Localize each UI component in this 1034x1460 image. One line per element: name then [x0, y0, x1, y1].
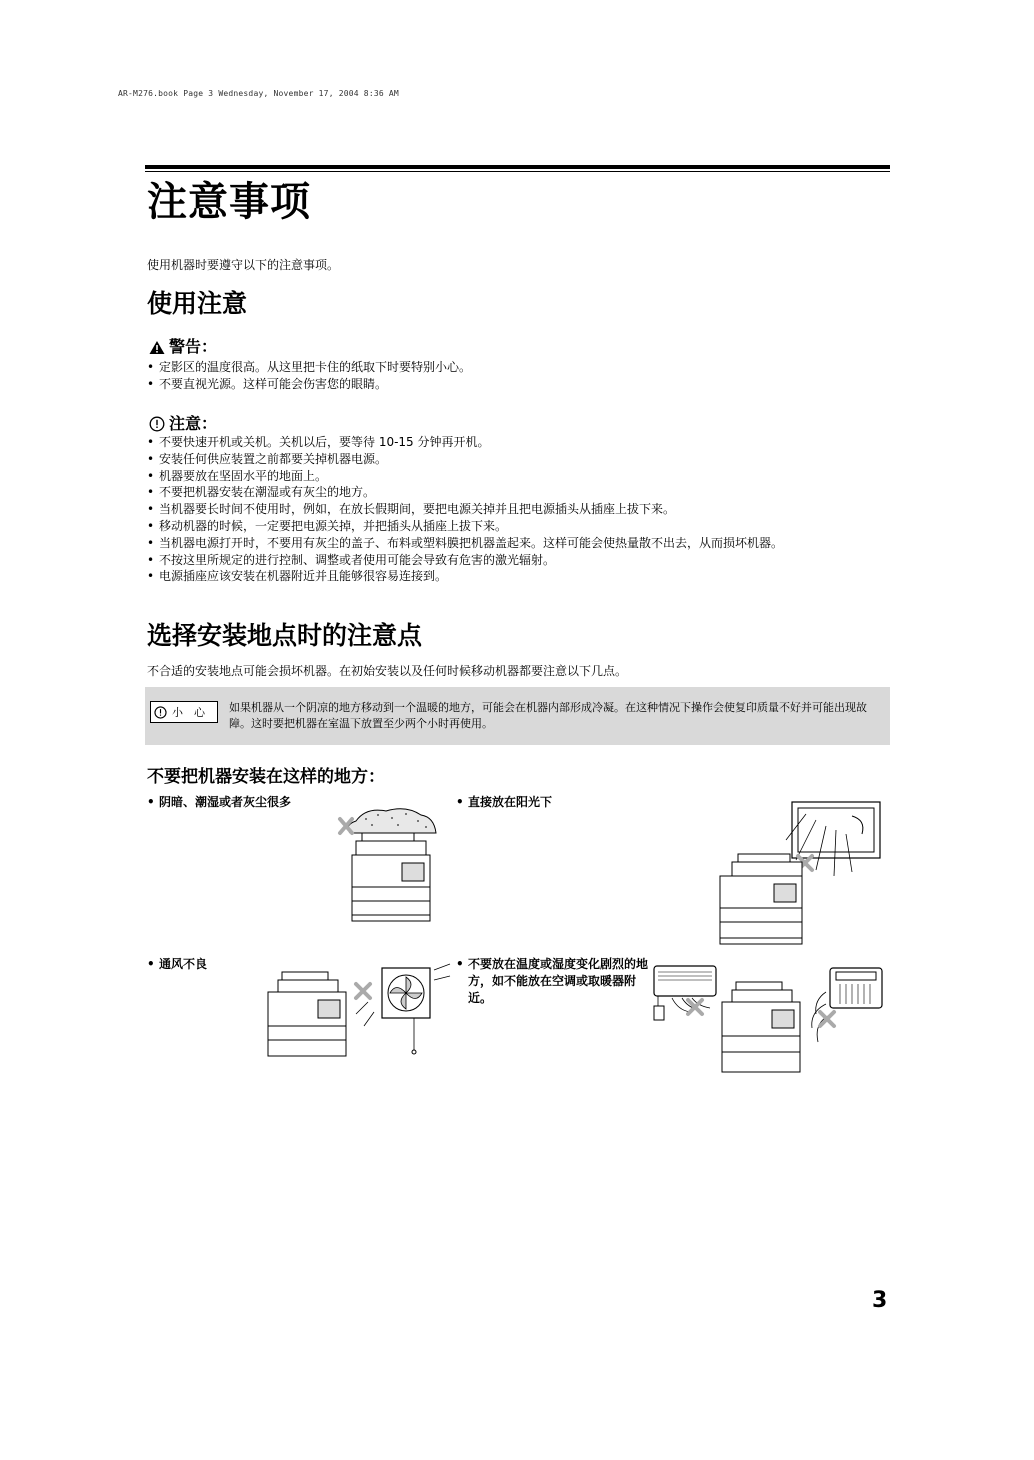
caution-circle-icon	[154, 706, 167, 719]
caution-item: • 机器要放在坚固水平的地面上。	[147, 468, 892, 485]
place-dusty: • 阴暗、潮湿或者灰尘很多	[147, 794, 324, 811]
caution-item: • 当机器要长时间不使用时，例如，在放长假期间，要把电源关掉并且把电源插头从插座上拔下来。	[147, 501, 892, 518]
place-poor-ventilation: • 通风不良	[147, 956, 249, 973]
caution-item: • 当机器电源打开时，不要用有灰尘的盖子、布料或塑料膜把机器盖起来。这样可能会使热量散不出去，从而损坏机器。	[147, 535, 892, 552]
caution-item: • 安装任何供应装置之前都要关掉机器电源。	[147, 451, 892, 468]
caution-item: • 不要快速开机或关机。关机以后，要等待 10-15 分钟再开机。	[147, 434, 892, 451]
illustration-sunlight-copier	[716, 800, 884, 946]
warning-item: • 不要直视光源。这样可能会伤害您的眼睛。	[147, 376, 892, 393]
section-usage-title: 使用注意	[147, 289, 248, 318]
illustration-temperature-copier	[650, 962, 888, 1080]
title-rule-thick	[145, 165, 890, 169]
note-text: 如果机器从一个阴凉的地方移动到一个温暖的地方，可能会在机器内部形成冷凝。在这种情况下操作会使复印质量不好并可能出现故障。这时要把机器在室温下放置至少两个小时再使用。	[229, 701, 867, 730]
places-title: 不要把机器安装在这样的地方：	[147, 767, 385, 787]
caution-list	[147, 434, 892, 585]
caution-item: • 移动机器的时候，一定要把电源关掉，并把插头从插座上拔下来。	[147, 518, 892, 535]
warning-label-text: 警告：	[169, 337, 218, 356]
location-intro: 不合适的安装地点可能会损坏机器。在初始安装以及任何时候移动机器都要注意以下几点。	[147, 664, 628, 678]
print-header: AR-M276.book Page 3 Wednesday, November 17, 2004 8:36 AM	[118, 89, 399, 98]
caution-item: • 不按这里所规定的进行控制、调整或者使用可能会导致有危害的激光辐射。	[147, 552, 892, 569]
place-sunlight: • 直接放在阳光下	[456, 794, 638, 811]
illustration-ventilation-copier	[264, 962, 454, 1062]
warning-label	[149, 337, 217, 357]
place-temperature-change: • 不要放在温度或湿度变化剧烈的地方，如不能放在空调或取暖器附近。	[456, 956, 648, 1007]
section-location-title: 选择安装地点时的注意点	[147, 621, 423, 650]
illustration-dusty-copier	[336, 803, 444, 923]
page-number: 3	[872, 1288, 888, 1313]
title-rule-thin	[145, 171, 890, 172]
caution-label-text: 注意：	[169, 414, 218, 433]
page-title: 注意事项	[147, 179, 311, 225]
note-badge-text: 小 心	[172, 706, 205, 719]
caution-item: • 电源插座应该安装在机器附近并且能够很容易连接到。	[147, 568, 892, 585]
caution-label	[149, 414, 217, 434]
note-badge	[150, 701, 218, 723]
note-box	[145, 687, 890, 745]
warning-list	[147, 359, 892, 393]
page-intro: 使用机器时要遵守以下的注意事项。	[147, 258, 340, 272]
warning-triangle-icon	[149, 340, 165, 355]
caution-item: • 不要把机器安装在潮湿或有灰尘的地方。	[147, 484, 892, 501]
caution-circle-icon	[149, 416, 165, 432]
warning-item: • 定影区的温度很高。从这里把卡住的纸取下时要特别小心。	[147, 359, 892, 376]
